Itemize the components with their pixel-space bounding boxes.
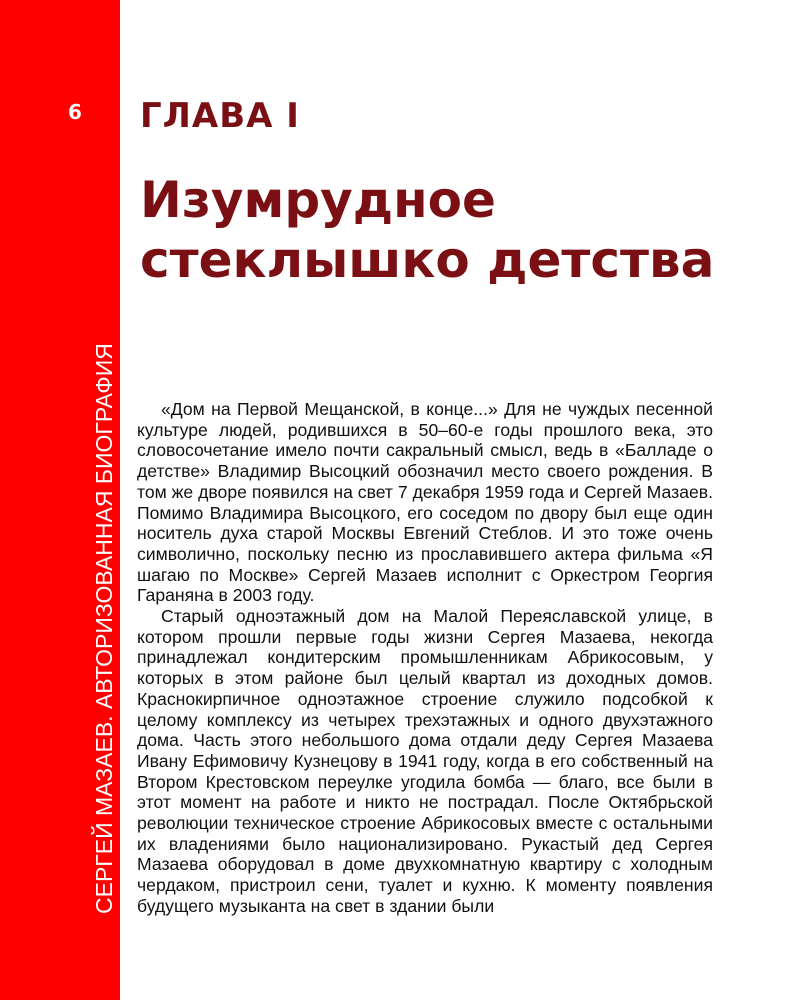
paragraph: «Дом на Первой Мещанской, в конце...» Для не чуждых песенной культуре людей, родившихся в 50–60-е годы прошлого века, это словосочетание имело почти сакральный смысл, ведь в «Балладе о детстве» Владимир Высоцкий обозначил место своего рождения. В том же дворе появился на свет 7 декабря 1959 года и Сергей Мазаев. Помимо Владимира Высоцкого, его соседом по двору был еще один носитель духа старой Москвы Евгений Стеблов. И это тоже очень символично, поскольку песню из прославившего актера фильма «Я шагаю по Москве» Сергей Мазаев исполнит с Оркестром Георгия Гараняна в 2003 году. xyxy=(137,399,713,606)
paragraph: Старый одноэтажный дом на Малой Переяславской улице, в котором прошли первые годы жизни Сергея Мазаева, некогда принадлежал кондитерским промышленникам Абрикосовым, у которых в этом районе был целый квартал из доходных домов. Краснокирпичное одноэтажное строение служило подсобкой к целому комплексу из четырех трехэтажных и одного двухэтажного дома. Часть этого небольшого дома отдали деду Сергея Мазаева Ивану Ефимовичу Кузнецову в 1941 году, когда в его собственный на Втором Крестовском переулке угодила бомба — благо, все были в этот момент на работе и никто не пострадал. После Октябрьской революции техническое строение Абрикосовых вместе с остальными их владениями было национализировано. Рукастый дед Сергея Мазаева оборудовал в доме двухкомнатную квартиру с холодным чердаком, пристроил сени, туалет и кухню. К моменту появления будущего музыканта на свет в здании были xyxy=(137,606,713,916)
running-title: СЕРГЕЙ МАЗАЕВ. АВТОРИЗОВАННАЯ БИОГРАФИЯ xyxy=(91,343,117,914)
page-number: 6 xyxy=(68,100,82,124)
body-text xyxy=(137,399,713,917)
chapter-title: Изумрудное стеклышко детства xyxy=(140,171,715,289)
chapter-label: ГЛАВА I xyxy=(140,96,300,136)
